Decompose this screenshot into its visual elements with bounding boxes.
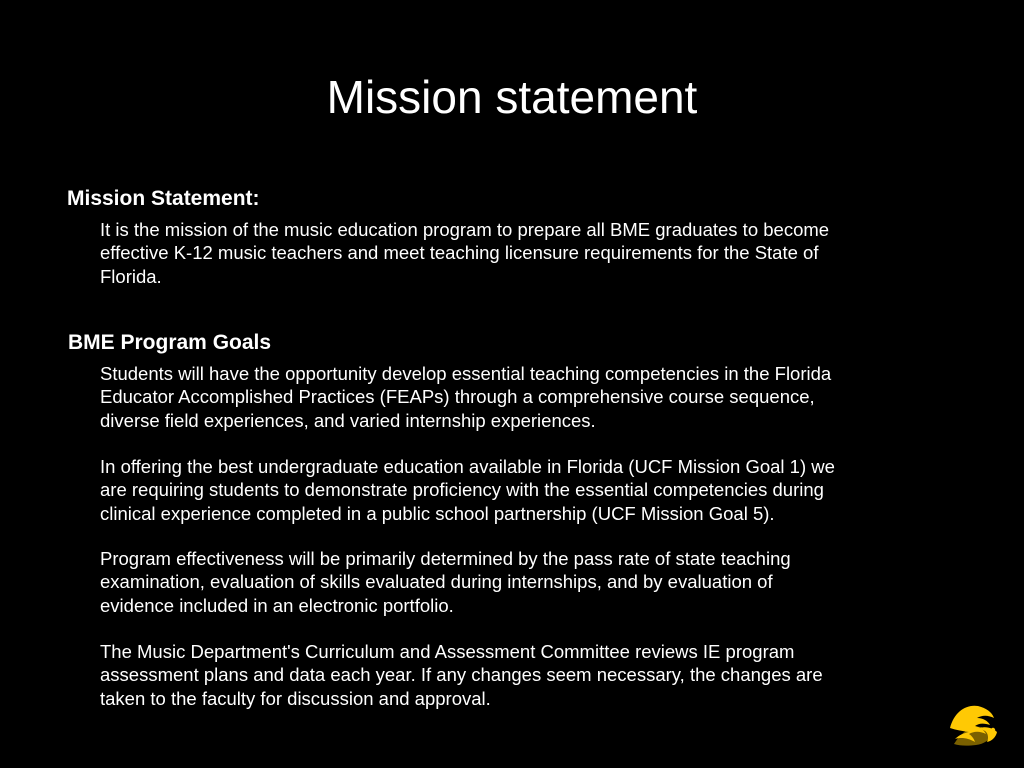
mission-text: It is the mission of the music education program to prepare all BME graduates to become effective K-12 music teachers and meet teaching licensure requirements for the State of Florida. (100, 219, 830, 287)
slide-title: Mission statement (326, 71, 698, 123)
goal-paragraph-4: The Music Department's Curriculum and Assessment Committee reviews IE program assessment plans and data each year. If any changes seem necessary, the changes are taken to the faculty for discussion and approval. (100, 641, 823, 709)
goal-paragraph-3: Program effectiveness will be primarily determined by the pass rate of state teaching examination, evaluation of skills evaluated during internships, and by evaluation of evidence included in an electronic portfolio. (100, 548, 791, 616)
goals-heading: BME Program Goals (68, 331, 272, 354)
goal-paragraph-1: Students will have the opportunity develop essential teaching competencies in the Florida Educator Accomplished Practices (FEAPs) through a comprehensive course sequence, diverse field experiences, and varied internship experiences. (100, 363, 832, 431)
pegasus-logo-icon (946, 700, 1000, 748)
pegasus-logo-shape (950, 706, 997, 746)
mission-heading: Mission Statement: (67, 187, 260, 210)
goal-paragraph-2: In offering the best undergraduate education available in Florida (UCF Mission Goal 1) we are requiring students to demonstrate proficiency with the essential competencies during clinical experience completed in a public school partnership (UCF Mission Goal 5). (100, 456, 835, 524)
